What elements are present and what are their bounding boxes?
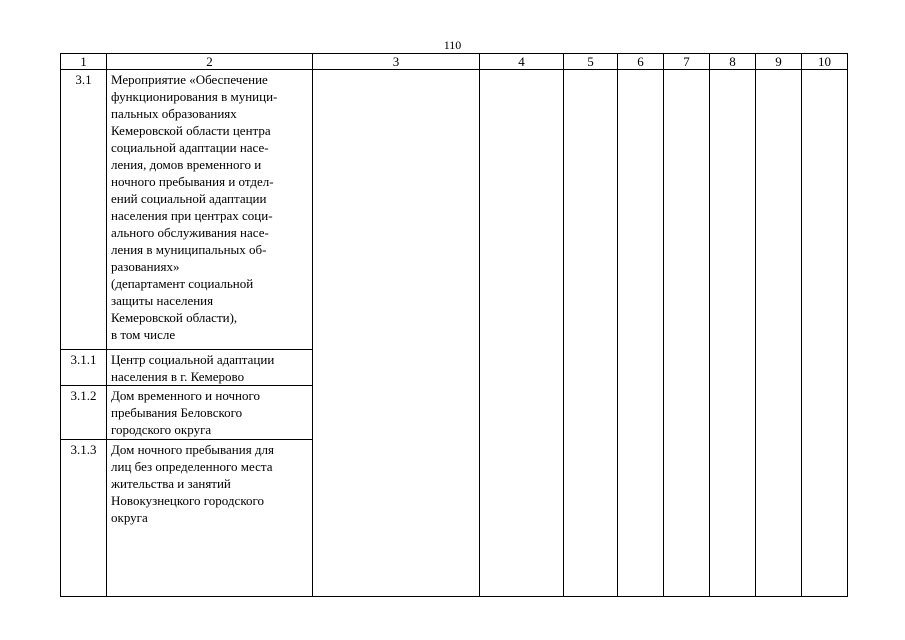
text-line: ления в муниципальных об- [111,242,267,257]
column-header: 2 [107,54,313,70]
text-line: ального обслуживания насе- [111,225,269,240]
column-header: 7 [664,54,710,70]
text-line: социальной адаптации насе- [111,140,269,155]
text-line: пальных образованиях [111,106,237,121]
text-line: Кемеровской области центра [111,123,271,138]
text-line: населения в г. Кемерово [111,369,245,384]
text-line: Дом ночного пребывания для [111,442,275,457]
column-header: 4 [480,54,564,70]
row-description [107,440,313,597]
text-line: округа [111,510,148,525]
text-line: Дом временного и ночного [111,388,261,403]
data-table [60,53,848,597]
empty-cell [802,70,848,597]
empty-cell [313,70,480,597]
text-line: Мероприятие «Обеспечение [111,72,268,87]
row-description [107,350,313,386]
text-line: ений социальной адаптации [111,191,267,206]
column-header: 1 [61,54,107,70]
text-line: лиц без определенного места [111,459,273,474]
column-header: 9 [756,54,802,70]
column-header: 6 [618,54,664,70]
row-number: 3.1.2 [61,386,107,440]
row-number: 3.1 [61,70,107,350]
empty-cell [710,70,756,597]
empty-cell [664,70,710,597]
text-line: в том числе [111,327,176,342]
column-header: 8 [710,54,756,70]
text-line: функционирования в муници- [111,89,278,104]
text-line: защиты населения [111,293,214,308]
text-line: жительства и занятий [111,476,231,491]
text-line: (департамент социальной [111,276,254,291]
row-description [107,70,313,350]
text-line: пребывания Беловского [111,405,243,420]
table-row [61,70,848,350]
text-line: населения при центрах соци- [111,208,273,223]
text-line: Кемеровской области), [111,310,238,325]
column-header: 3 [313,54,480,70]
column-header: 5 [564,54,618,70]
row-description [107,386,313,440]
column-number-row [61,54,848,70]
empty-cell [480,70,564,597]
text-line: ления, домов временного и [111,157,262,172]
row-number: 3.1.1 [61,350,107,386]
page-number: 110 [443,38,462,52]
empty-cell [564,70,618,597]
text-line: Новокузнецкого городского [111,493,264,508]
empty-cell [618,70,664,597]
text-line: разованиях» [111,259,180,274]
column-header: 10 [802,54,848,70]
empty-cell [756,70,802,597]
text-line: ночного пребывания и отдел- [111,174,274,189]
text-line: Центр социальной адаптации [111,352,275,367]
text-line: городского округа [111,422,212,437]
row-number: 3.1.3 [61,440,107,597]
